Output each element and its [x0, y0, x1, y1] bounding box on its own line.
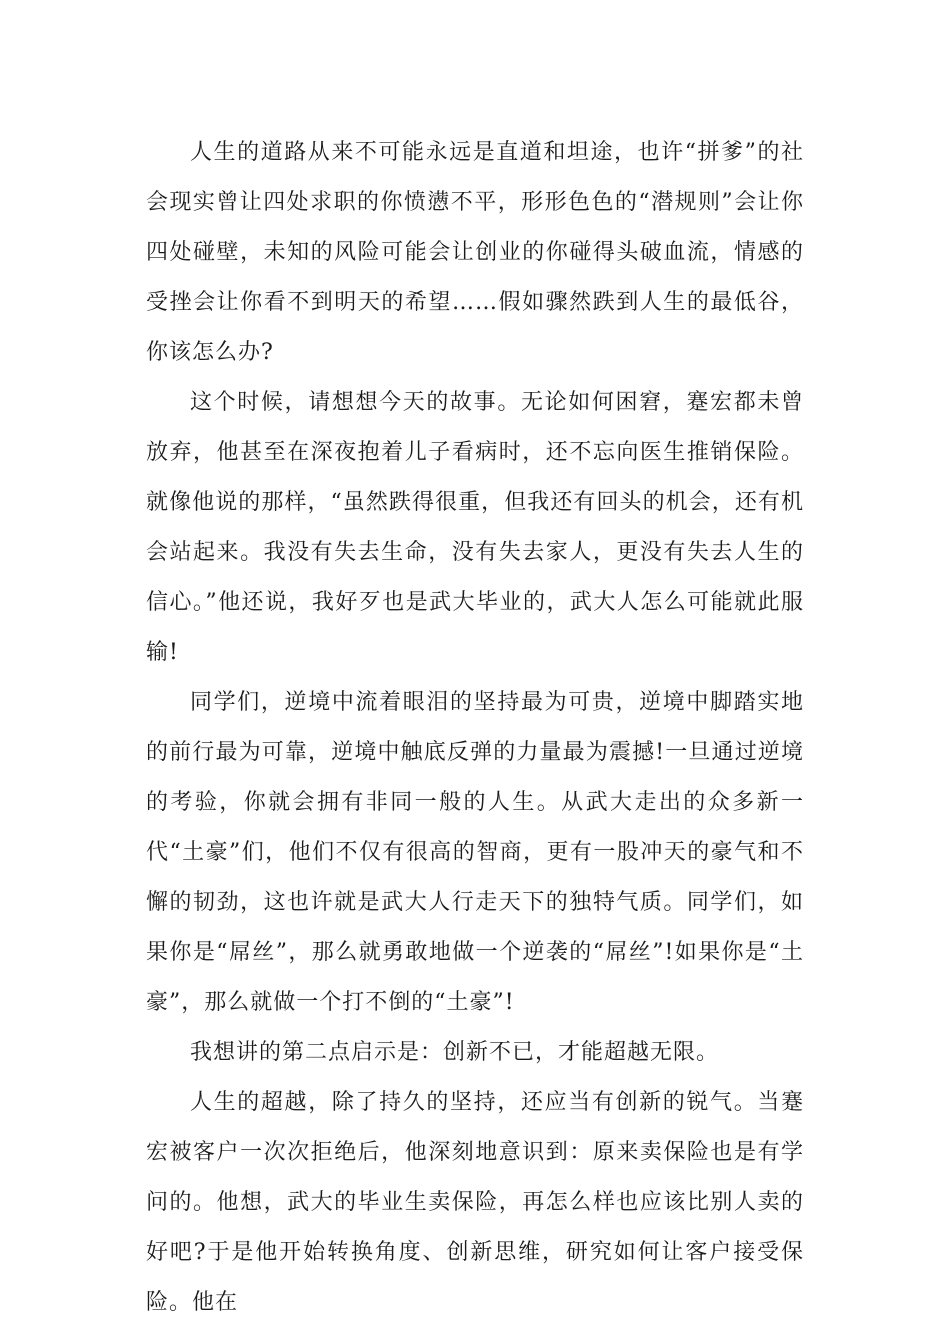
paragraph-2: 这个时候，请想想今天的故事。无论如何困窘，蹇宏都未曾放弃，他甚至在深夜抱着儿子看病时，还不忘向医生推销保险。就像他说的那样，“虽然跌得很重，但我还有回头的机会，还有机会站起来。我没有失去生命，没有失去家人，更没有失去人生的信心。”他还说，我好歹也是武大毕业的，武大人怎么可能就此服输!	[146, 390, 804, 665]
paragraph-5: 人生的超越，除了持久的坚持，还应当有创新的锐气。当蹇宏被客户一次次拒绝后，他深刻地意识到：原来卖保险也是有学问的。他想，武大的毕业生卖保险，再怎么样也应该比别人卖的好吧?于是他开始转换角度、创新思维，研究如何让客户接受保险。他在	[146, 1090, 804, 1315]
paragraph-3: 同学们，逆境中流着眼泪的坚持最为可贵，逆境中脚踏实地的前行最为可靠，逆境中触底反弹的力量最为震撼!一旦通过逆境的考验，你就会拥有非同一般的人生。从武大走出的众多新一代“土豪”们，他们不仅有很高的智商，更有一股冲天的豪气和不懈的韧劲，这也许就是武大人行走天下的独特气质。同学们，如果你是“屌丝”，那么就勇敢地做一个逆袭的“屌丝”!如果你是“土豪”，那么就做一个打不倒的“土豪”!	[146, 690, 804, 1015]
paragraph-4: 我想讲的第二点启示是：创新不已，才能超越无限。	[190, 1040, 720, 1065]
paragraph-1: 人生的道路从来不可能永远是直道和坦途，也许“拼爹”的社会现实曾让四处求职的你愤懑不平，形形色色的“潜规则”会让你四处碰壁，未知的风险可能会让创业的你碰得头破血流，情感的受挫会让你看不到明天的希望……假如骤然跌到人生的最低谷，你该怎么办?	[146, 140, 804, 365]
document-body	[146, 128, 804, 1328]
